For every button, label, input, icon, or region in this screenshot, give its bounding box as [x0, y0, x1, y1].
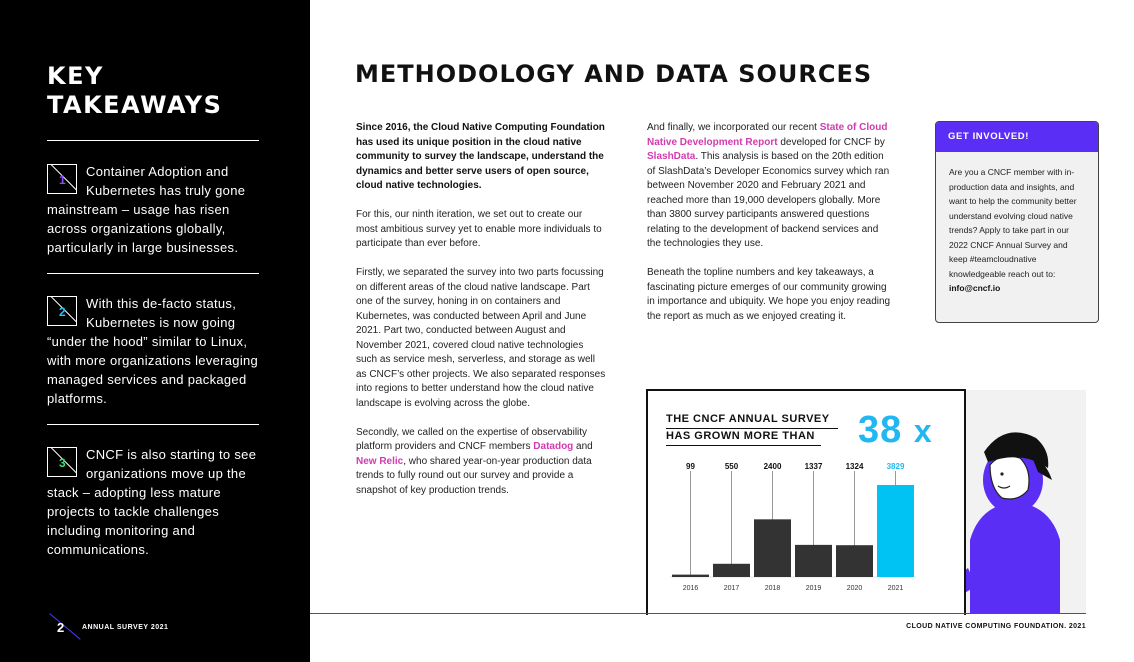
bar-2017	[713, 564, 750, 577]
value-label-2021: 3829	[886, 462, 905, 471]
bar-2018	[754, 519, 791, 577]
survey-label: ANNUAL SURVEY 2021	[82, 624, 169, 631]
org-label: CLOUD NATIVE COMPUTING FOUNDATION. 2021	[906, 623, 1086, 630]
get-involved-card	[935, 121, 1099, 323]
divider	[47, 140, 259, 141]
paragraph: For this, our ninth iteration, we set out to create our most ambitious survey yet to enable more individuals to participate than ever before.	[356, 209, 602, 249]
divider	[47, 424, 259, 425]
takeaway-text: Container Adoption and Kubernetes has truly gone mainstream – usage has risen across organizations globally, particularly in large businesses.	[47, 164, 246, 255]
number-badge: 2	[47, 296, 77, 326]
chart-title-line1: THE CNCF ANNUAL SURVEY	[666, 413, 830, 425]
sidebar-title-line1: KEY	[47, 62, 104, 90]
takeaway-text: CNCF is also starting to see organizations move up the stack – adopting less mature projects to tackle challenges including monitoring and communications.	[47, 447, 257, 557]
sidebar-title	[47, 62, 287, 120]
footer-rule	[310, 613, 1086, 614]
page-number: 2	[57, 620, 65, 635]
number-badge: 3	[47, 447, 77, 477]
card-heading: GET INVOLVED!	[936, 122, 1098, 152]
chart-title-underline	[666, 445, 821, 446]
paragraph: Firstly, we separated the survey into two parts focussing on different areas of the cloud native landscape. Part one of the survey, honing in on containers and Kubernetes, was conducted between April and June 2021. Part two, conducted between August and November 2021, covered cloud native technologies such as service mesh, serverless, and storage as well as CNCF’s other projects. We also separated responses into regions to better understand how the cloud native landscape is evolving across the globe.	[356, 267, 606, 409]
growth-multiplier: 38 x	[858, 409, 933, 451]
x-tick-label-2020: 2020	[846, 585, 863, 592]
value-label-2017: 550	[724, 462, 739, 471]
survey-growth-chart	[646, 389, 966, 615]
sidebar-title-line2: TAKEAWAYS	[47, 91, 223, 119]
takeaway-item	[47, 445, 262, 559]
chart-title-line2: HAS GROWN MORE THAN	[666, 430, 815, 442]
x-tick-label-2019: 2019	[805, 585, 822, 592]
new-relic-link[interactable]: New Relic	[356, 455, 404, 467]
x-tick-label-2017: 2017	[723, 585, 740, 592]
page-title: METHODOLOGY AND DATA SOURCES	[355, 60, 873, 88]
card-body: Are you a CNCF member with in-production data and insights, and want to help the community better understand evolving cloud native trends? Apply to take part in our 2022 CNCF Annual Survey and keep #teamcloudnative knowledgeable reach out to: info@cncf.io	[949, 167, 1077, 293]
bar-2021	[877, 485, 914, 577]
datadog-link[interactable]: Datadog	[533, 441, 574, 452]
slashdata-link[interactable]: SlashData	[647, 151, 696, 162]
state-of-cloud-native-report-link[interactable]: State of Cloud Native Development Report	[647, 122, 888, 148]
value-label-2019: 1337	[804, 462, 823, 471]
x-tick-label-2016: 2016	[682, 585, 699, 592]
number-badge: 1	[47, 164, 77, 194]
chart-title-underline	[666, 428, 838, 429]
x-tick-label-2018: 2018	[764, 585, 781, 592]
paragraph: Secondly, we called on the expertise of observability platform providers and CNCF members Datadog and New Relic, who shared year-on-year production data trends to fully round out our survey and provide a snapshot of key production trends.	[356, 426, 593, 496]
takeaway-item	[47, 294, 262, 408]
bar-2019	[795, 545, 832, 577]
divider	[47, 273, 259, 274]
value-label-2018: 2400	[763, 462, 782, 471]
takeaway-text: With this de-facto status, Kubernetes is now going “under the hood” similar to Linux, with more organizations leveraging managed services and packaged platforms.	[47, 296, 259, 406]
bar-chart	[648, 461, 948, 617]
x-tick-label-2021: 2021	[887, 585, 904, 592]
bar-2016	[672, 575, 709, 577]
paragraph: And finally, we incorporated our recent State of Cloud Native Development Report developed for CNCF by SlashData. This analysis is based on the 20th edition of SlashData’s Developer Economics survey which ran between November 2020 and February 2021 and reached more than 19,000 developers globally. More than 3800 survey participants answered questions relating to the development of backend services and the technologies they use.	[647, 122, 890, 249]
intro-paragraph: Since 2016, the Cloud Native Computing Foundation has used its unique position in the cloud native community to survey the landscape, understand the dynamics and better serve users of open source, cloud native technologies.	[356, 122, 605, 191]
text-column-2	[647, 121, 893, 339]
email-link[interactable]: info@cncf.io	[949, 283, 1001, 293]
paragraph: Beneath the topline numbers and key takeaways, a fascinating picture emerges of our community growing in importance and ubiquity. We hope you enjoy reading the report as much as we enjoyed creating it.	[647, 267, 891, 322]
text-column-1	[356, 121, 606, 513]
takeaway-item	[47, 162, 262, 257]
value-label-2020: 1324	[845, 462, 864, 471]
bar-2020	[836, 545, 873, 577]
key-takeaways-sidebar	[0, 0, 310, 662]
value-label-2016: 99	[686, 462, 695, 471]
